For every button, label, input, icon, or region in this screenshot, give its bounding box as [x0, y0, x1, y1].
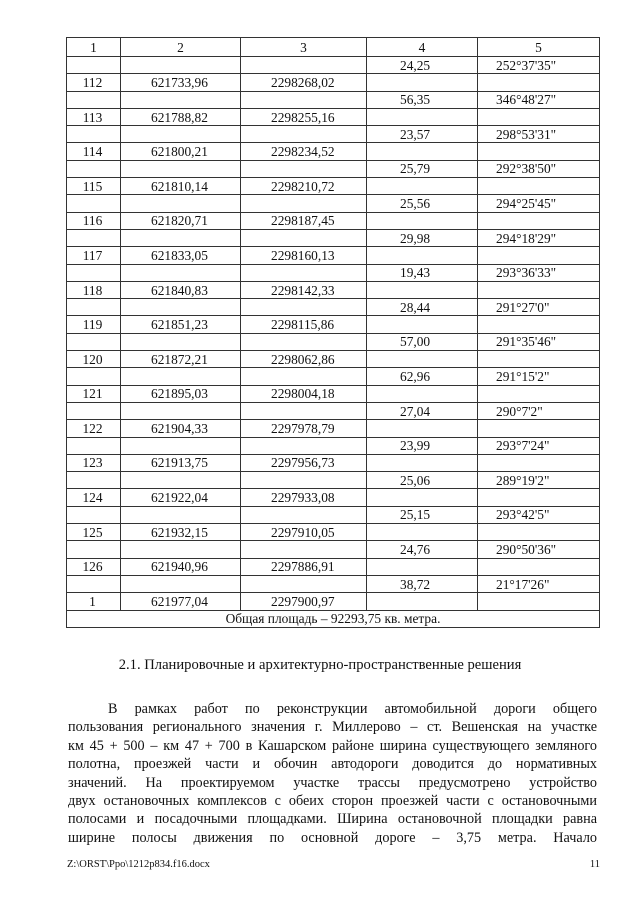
- point-x-cell: 621733,96: [121, 74, 241, 91]
- page-number: 11: [589, 859, 600, 870]
- table-row-point: [67, 593, 600, 610]
- segment-bearing-cell: 291°35'46": [478, 333, 600, 350]
- point-x-cell: 621940,96: [121, 558, 241, 575]
- segment-bearing-cell: 290°7'2": [478, 402, 600, 419]
- table-row-segment: [67, 229, 600, 246]
- point-x-cell: 621913,75: [121, 454, 241, 471]
- header-cell: 2: [121, 38, 241, 57]
- empty-cell: [241, 506, 367, 523]
- empty-cell: [121, 126, 241, 143]
- segment-bearing-cell: 289°19'2": [478, 472, 600, 489]
- empty-cell: [121, 506, 241, 523]
- empty-cell: [67, 368, 121, 385]
- segment-bearing-cell: 252°37'35": [478, 57, 600, 74]
- segment-length-cell: 56,35: [367, 91, 478, 108]
- empty-cell: [478, 178, 600, 195]
- table-row-point: [67, 143, 600, 160]
- segment-length-cell: 24,25: [367, 57, 478, 74]
- empty-cell: [121, 229, 241, 246]
- paragraph-line: В рамках работ по реконструкции автомобильной дороги общего: [108, 701, 597, 717]
- table-row-segment: [67, 368, 600, 385]
- point-x-cell: 621904,33: [121, 420, 241, 437]
- table-row-segment: [67, 472, 600, 489]
- empty-cell: [121, 368, 241, 385]
- empty-cell: [367, 108, 478, 125]
- header-cell: 4: [367, 38, 478, 57]
- table-row-segment: [67, 506, 600, 523]
- empty-cell: [478, 524, 600, 541]
- empty-cell: [241, 437, 367, 454]
- point-y-cell: 2298187,45: [241, 212, 367, 229]
- point-y-cell: 2298160,13: [241, 247, 367, 264]
- paragraph-line: ширине полосы движения по основной дороге – 3,75 метра. Начало: [68, 829, 597, 846]
- empty-cell: [67, 264, 121, 281]
- segment-length-cell: 25,06: [367, 472, 478, 489]
- table-row-segment: [67, 402, 600, 419]
- segment-bearing-cell: 292°38'50": [478, 160, 600, 177]
- point-number-cell: 117: [67, 247, 121, 264]
- point-x-cell: 621872,21: [121, 351, 241, 368]
- empty-cell: [121, 195, 241, 212]
- table-row-point: [67, 524, 600, 541]
- empty-cell: [67, 402, 121, 419]
- empty-cell: [478, 420, 600, 437]
- segment-length-cell: 25,15: [367, 506, 478, 523]
- point-y-cell: 2297900,97: [241, 593, 367, 610]
- point-number-cell: 116: [67, 212, 121, 229]
- empty-cell: [367, 558, 478, 575]
- table-row-segment: [67, 437, 600, 454]
- segment-bearing-cell: 293°7'24": [478, 437, 600, 454]
- empty-cell: [241, 299, 367, 316]
- table-row-segment: [67, 195, 600, 212]
- empty-cell: [367, 351, 478, 368]
- empty-cell: [367, 247, 478, 264]
- empty-cell: [241, 195, 367, 212]
- table-row-point: [67, 281, 600, 298]
- point-number-cell: 112: [67, 74, 121, 91]
- body-paragraph: [68, 700, 597, 847]
- table-row-point: [67, 316, 600, 333]
- table-row-point: [67, 108, 600, 125]
- point-y-cell: 2298255,16: [241, 108, 367, 125]
- empty-cell: [241, 91, 367, 108]
- empty-cell: [367, 316, 478, 333]
- point-y-cell: 2297910,05: [241, 524, 367, 541]
- empty-cell: [367, 178, 478, 195]
- empty-cell: [241, 368, 367, 385]
- empty-cell: [367, 143, 478, 160]
- empty-cell: [67, 437, 121, 454]
- empty-cell: [67, 229, 121, 246]
- segment-length-cell: 38,72: [367, 575, 478, 592]
- footer-file-path: Z:\ORST\Ppo\1212p834.f16.docx: [67, 859, 210, 870]
- empty-cell: [121, 299, 241, 316]
- point-number-cell: 126: [67, 558, 121, 575]
- empty-cell: [67, 472, 121, 489]
- point-y-cell: 2298210,72: [241, 178, 367, 195]
- paragraph-line: значений. На проектируемом участке трассы предусмотрено устройство: [68, 774, 597, 791]
- point-y-cell: 2298115,86: [241, 316, 367, 333]
- empty-cell: [67, 299, 121, 316]
- coordinates-table: [66, 37, 600, 628]
- point-x-cell: 621810,14: [121, 178, 241, 195]
- segment-length-cell: 57,00: [367, 333, 478, 350]
- empty-cell: [67, 575, 121, 592]
- point-x-cell: 621840,83: [121, 281, 241, 298]
- table-row-point: [67, 558, 600, 575]
- point-x-cell: 621922,04: [121, 489, 241, 506]
- empty-cell: [478, 247, 600, 264]
- header-cell: 5: [478, 38, 600, 57]
- empty-cell: [367, 593, 478, 610]
- table-row-segment: [67, 57, 600, 74]
- empty-cell: [241, 160, 367, 177]
- segment-bearing-cell: 294°25'45": [478, 195, 600, 212]
- empty-cell: [478, 74, 600, 91]
- empty-cell: [67, 91, 121, 108]
- table-row-segment: [67, 333, 600, 350]
- empty-cell: [241, 264, 367, 281]
- point-y-cell: 2298004,18: [241, 385, 367, 402]
- paragraph-line: полотна, проезжей части и обочин автодороги доводится до нормативных: [68, 756, 597, 773]
- segment-bearing-cell: 298°53'31": [478, 126, 600, 143]
- point-number-cell: 125: [67, 524, 121, 541]
- section-title: 2.1. Планировочные и архитектурно-пространственные решения: [118, 657, 522, 673]
- empty-cell: [121, 437, 241, 454]
- point-y-cell: 2298062,86: [241, 351, 367, 368]
- segment-bearing-cell: 290°50'36": [478, 541, 600, 558]
- empty-cell: [67, 195, 121, 212]
- empty-cell: [367, 489, 478, 506]
- point-x-cell: 621977,04: [121, 593, 241, 610]
- segment-length-cell: 28,44: [367, 299, 478, 316]
- empty-cell: [367, 74, 478, 91]
- table-row-point: [67, 247, 600, 264]
- segment-length-cell: 25,56: [367, 195, 478, 212]
- point-x-cell: 621800,21: [121, 143, 241, 160]
- segment-length-cell: 24,76: [367, 541, 478, 558]
- table-row-point: [67, 385, 600, 402]
- point-number-cell: 1: [67, 593, 121, 610]
- empty-cell: [367, 420, 478, 437]
- empty-cell: [67, 506, 121, 523]
- empty-cell: [121, 541, 241, 558]
- point-y-cell: 2298234,52: [241, 143, 367, 160]
- table-row-segment: [67, 575, 600, 592]
- empty-cell: [67, 541, 121, 558]
- empty-cell: [241, 57, 367, 74]
- empty-cell: [478, 558, 600, 575]
- empty-cell: [478, 351, 600, 368]
- segment-length-cell: 62,96: [367, 368, 478, 385]
- empty-cell: [478, 489, 600, 506]
- point-number-cell: 115: [67, 178, 121, 195]
- segment-length-cell: 27,04: [367, 402, 478, 419]
- empty-cell: [241, 472, 367, 489]
- empty-cell: [241, 229, 367, 246]
- empty-cell: [367, 454, 478, 471]
- point-number-cell: 113: [67, 108, 121, 125]
- point-number-cell: 123: [67, 454, 121, 471]
- empty-cell: [241, 126, 367, 143]
- table-row-point: [67, 454, 600, 471]
- empty-cell: [121, 264, 241, 281]
- header-cell: 3: [241, 38, 367, 57]
- table-total-row: [67, 610, 600, 627]
- segment-length-cell: 25,79: [367, 160, 478, 177]
- point-x-cell: 621820,71: [121, 212, 241, 229]
- empty-cell: [67, 160, 121, 177]
- empty-cell: [121, 472, 241, 489]
- empty-cell: [67, 333, 121, 350]
- point-y-cell: 2297978,79: [241, 420, 367, 437]
- table-row-segment: [67, 91, 600, 108]
- point-number-cell: 120: [67, 351, 121, 368]
- empty-cell: [67, 57, 121, 74]
- empty-cell: [478, 108, 600, 125]
- empty-cell: [367, 281, 478, 298]
- table-row-point: [67, 212, 600, 229]
- table-row-point: [67, 420, 600, 437]
- table-row-segment: [67, 126, 600, 143]
- segment-length-cell: 23,99: [367, 437, 478, 454]
- empty-cell: [367, 524, 478, 541]
- segment-bearing-cell: 293°36'33": [478, 264, 600, 281]
- segment-bearing-cell: 291°15'2": [478, 368, 600, 385]
- point-x-cell: 621851,23: [121, 316, 241, 333]
- point-y-cell: 2297956,73: [241, 454, 367, 471]
- segment-length-cell: 19,43: [367, 264, 478, 281]
- empty-cell: [241, 541, 367, 558]
- empty-cell: [478, 454, 600, 471]
- empty-cell: [478, 143, 600, 160]
- paragraph-line: полосами и посадочными площадками. Ширина остановочной площадки равна: [68, 811, 597, 828]
- table-header-row: [67, 38, 600, 57]
- empty-cell: [478, 212, 600, 229]
- point-number-cell: 121: [67, 385, 121, 402]
- empty-cell: [67, 126, 121, 143]
- empty-cell: [121, 402, 241, 419]
- point-number-cell: 122: [67, 420, 121, 437]
- table-body: [67, 57, 600, 628]
- table-row-segment: [67, 541, 600, 558]
- table-row-point: [67, 489, 600, 506]
- point-x-cell: 621932,15: [121, 524, 241, 541]
- paragraph-line: двух остановочных комплексов с обеих сторон проезжей части с остановочными: [68, 793, 597, 810]
- empty-cell: [121, 333, 241, 350]
- segment-bearing-cell: 291°27'0": [478, 299, 600, 316]
- empty-cell: [121, 91, 241, 108]
- segment-bearing-cell: 21°17'26": [478, 575, 600, 592]
- empty-cell: [478, 593, 600, 610]
- empty-cell: [367, 212, 478, 229]
- segment-length-cell: 23,57: [367, 126, 478, 143]
- table-row-segment: [67, 264, 600, 281]
- table-row-point: [67, 74, 600, 91]
- segment-bearing-cell: 293°42'5": [478, 506, 600, 523]
- point-x-cell: 621895,03: [121, 385, 241, 402]
- table-row-segment: [67, 160, 600, 177]
- point-y-cell: 2297933,08: [241, 489, 367, 506]
- paragraph-line: пользования регионального значения г. Миллерово – ст. Вешенская на участке: [68, 719, 597, 736]
- point-y-cell: 2298142,33: [241, 281, 367, 298]
- empty-cell: [241, 575, 367, 592]
- point-number-cell: 119: [67, 316, 121, 333]
- point-number-cell: 114: [67, 143, 121, 160]
- empty-cell: [121, 160, 241, 177]
- paragraph-line: км 45 + 500 – км 47 + 700 в Кашарском районе ширина существующего земляного: [68, 737, 597, 754]
- header-cell: 1: [67, 38, 121, 57]
- point-number-cell: 124: [67, 489, 121, 506]
- empty-cell: [478, 281, 600, 298]
- empty-cell: [241, 402, 367, 419]
- table-row-point: [67, 178, 600, 195]
- empty-cell: [478, 385, 600, 402]
- point-y-cell: 2298268,02: [241, 74, 367, 91]
- point-number-cell: 118: [67, 281, 121, 298]
- empty-cell: [121, 57, 241, 74]
- segment-bearing-cell: 346°48'27": [478, 91, 600, 108]
- point-x-cell: 621788,82: [121, 108, 241, 125]
- table-row-segment: [67, 299, 600, 316]
- empty-cell: [478, 316, 600, 333]
- empty-cell: [367, 385, 478, 402]
- point-x-cell: 621833,05: [121, 247, 241, 264]
- point-y-cell: 2297886,91: [241, 558, 367, 575]
- segment-length-cell: 29,98: [367, 229, 478, 246]
- table-row-point: [67, 351, 600, 368]
- total-area-cell: Общая площадь – 92293,75 кв. метра.: [67, 610, 600, 627]
- empty-cell: [121, 575, 241, 592]
- empty-cell: [241, 333, 367, 350]
- segment-bearing-cell: 294°18'29": [478, 229, 600, 246]
